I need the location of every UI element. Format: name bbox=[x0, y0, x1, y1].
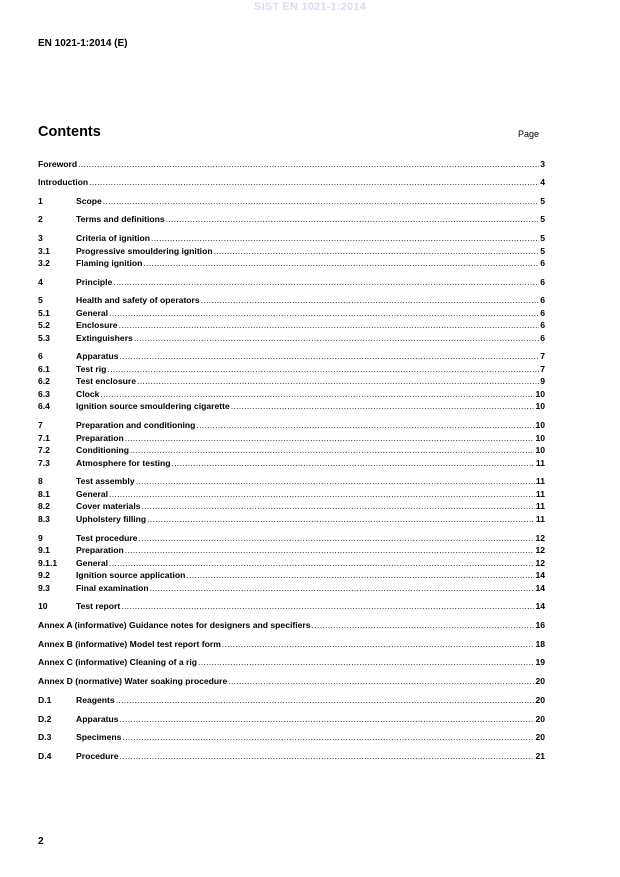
toc-dot-leader bbox=[113, 277, 539, 288]
toc-entry-number: 5.1 bbox=[38, 308, 50, 318]
toc-entry[interactable] bbox=[38, 401, 545, 412]
toc-entry[interactable] bbox=[38, 676, 545, 687]
toc-entry[interactable] bbox=[38, 445, 545, 456]
toc-entry-title: Health and safety of operators bbox=[76, 295, 200, 305]
toc-entry-number: 2 bbox=[38, 214, 43, 224]
toc-entry-page: 20 bbox=[535, 714, 545, 724]
toc-dot-leader bbox=[125, 433, 535, 444]
toc-entry-title: Apparatus bbox=[76, 714, 119, 724]
toc-entry-title: Criteria of ignition bbox=[76, 233, 150, 243]
toc-entry-number: 4 bbox=[38, 277, 43, 287]
toc-entry-page: 3 bbox=[540, 159, 545, 169]
toc-entry-page: 9 bbox=[540, 376, 545, 386]
toc-dot-leader bbox=[100, 389, 534, 400]
toc-entry-title: Ignition source smouldering cigarette bbox=[76, 401, 230, 411]
toc-entry-title: Annex C (informative) Cleaning of a rig bbox=[38, 657, 198, 667]
toc-entry[interactable] bbox=[38, 258, 545, 269]
toc-entry-number: 3 bbox=[38, 233, 43, 243]
toc-entry-title: Scope bbox=[76, 196, 102, 206]
toc-dot-leader bbox=[119, 320, 539, 331]
toc-entry[interactable] bbox=[38, 601, 545, 612]
toc-dot-leader bbox=[122, 732, 534, 743]
toc-entry-page: 12 bbox=[535, 558, 545, 568]
toc-entry-page: 6 bbox=[540, 258, 545, 268]
toc-entry-title: Preparation bbox=[76, 433, 124, 443]
toc-entry[interactable] bbox=[38, 214, 545, 225]
toc-dot-leader bbox=[78, 159, 539, 170]
toc-entry-page: 14 bbox=[535, 601, 545, 611]
toc-entry[interactable] bbox=[38, 159, 545, 170]
toc-entry[interactable] bbox=[38, 420, 545, 431]
toc-entry-page: 7 bbox=[540, 351, 545, 361]
toc-entry-page: 20 bbox=[535, 732, 545, 742]
toc-entry-title: Ignition source application bbox=[76, 570, 186, 580]
watermark: SIST EN 1021-1:2014 bbox=[253, 1, 367, 13]
toc-entry[interactable] bbox=[38, 196, 545, 207]
toc-dot-leader bbox=[109, 558, 534, 569]
toc-entry-title: Annex A (informative) Guidance notes for designers and specifiers bbox=[38, 620, 311, 630]
toc-entry-page: 5 bbox=[540, 233, 545, 243]
toc-entry[interactable] bbox=[38, 501, 545, 512]
toc-entry-title: Annex B (informative) Model test report form bbox=[38, 639, 221, 649]
toc-entry-title: Final examination bbox=[76, 583, 149, 593]
toc-entry[interactable] bbox=[38, 657, 545, 668]
toc-entry[interactable] bbox=[38, 695, 545, 706]
toc-entry-page: 14 bbox=[535, 583, 545, 593]
toc-entry-number: 1 bbox=[38, 196, 43, 206]
toc-entry-number: 9.1 bbox=[38, 545, 50, 555]
toc-entry-number: 6.3 bbox=[38, 389, 50, 399]
toc-entry-page: 6 bbox=[540, 333, 545, 343]
toc-entry-page: 10 bbox=[535, 401, 545, 411]
toc-entry[interactable] bbox=[38, 364, 545, 375]
toc-entry-title: Foreword bbox=[38, 159, 78, 169]
toc-dot-leader bbox=[89, 177, 539, 188]
toc-entry-number: 3.1 bbox=[38, 246, 50, 256]
toc-entry[interactable] bbox=[38, 714, 545, 725]
toc-entry-page: 10 bbox=[535, 389, 545, 399]
toc-entry[interactable] bbox=[38, 277, 545, 288]
toc-entry-title: Test procedure bbox=[76, 533, 138, 543]
toc-dot-leader bbox=[231, 401, 535, 412]
toc-entry[interactable] bbox=[38, 295, 545, 306]
toc-entry-title: Extinguishers bbox=[76, 333, 133, 343]
toc-entry[interactable] bbox=[38, 458, 545, 469]
toc-entry[interactable] bbox=[38, 320, 545, 331]
toc-entry-page: 5 bbox=[540, 246, 545, 256]
toc-dot-leader bbox=[120, 351, 540, 362]
toc-entry[interactable] bbox=[38, 639, 545, 650]
toc-entry-number: 9.2 bbox=[38, 570, 50, 580]
toc-entry-number: 6.1 bbox=[38, 364, 50, 374]
toc-dot-leader bbox=[150, 583, 535, 594]
toc-entry-page: 6 bbox=[540, 295, 545, 305]
toc-dot-leader bbox=[228, 676, 534, 687]
toc-entry-page: 11 bbox=[535, 501, 545, 511]
toc-entry[interactable] bbox=[38, 583, 545, 594]
toc-entry-page: 16 bbox=[535, 620, 545, 630]
toc-entry-number: 3.2 bbox=[38, 258, 50, 268]
toc-entry-number: 6.4 bbox=[38, 401, 50, 411]
toc-entry-title: Preparation and conditioning bbox=[76, 420, 196, 430]
toc-entry-page: 20 bbox=[535, 676, 545, 686]
toc-entry-title: Terms and definitions bbox=[76, 214, 165, 224]
toc-entry-number: 6.2 bbox=[38, 376, 50, 386]
toc-entry[interactable] bbox=[38, 620, 545, 631]
toc-dot-leader bbox=[201, 295, 539, 306]
toc-entry[interactable] bbox=[38, 433, 545, 444]
toc-entry[interactable] bbox=[38, 333, 545, 344]
toc-entry-number: 8.1 bbox=[38, 489, 50, 499]
toc-dot-leader bbox=[134, 333, 539, 344]
toc-entry[interactable] bbox=[38, 476, 545, 487]
toc-dot-leader bbox=[125, 545, 535, 556]
toc-dot-leader bbox=[121, 601, 534, 612]
toc-dot-leader bbox=[136, 476, 535, 487]
toc-entry[interactable] bbox=[38, 177, 545, 188]
toc-entry-title: Principle bbox=[76, 277, 113, 287]
toc-entry-page: 12 bbox=[535, 545, 545, 555]
toc-entry-title: Test enclosure bbox=[76, 376, 137, 386]
toc-entry-page: 5 bbox=[540, 214, 545, 224]
toc-entry-page: 14 bbox=[535, 570, 545, 580]
toc-dot-leader bbox=[222, 639, 535, 650]
toc-dot-leader bbox=[186, 570, 534, 581]
toc-entry-number: 5.2 bbox=[38, 320, 50, 330]
toc-entry-number: D.1 bbox=[38, 695, 52, 705]
toc-entry-title: Atmosphere for testing bbox=[76, 458, 171, 468]
toc-entry-title: Upholstery filling bbox=[76, 514, 147, 524]
toc-entry-number: 9.3 bbox=[38, 583, 50, 593]
toc-entry-page: 18 bbox=[535, 639, 545, 649]
toc-entry-title: Annex D (normative) Water soaking procedure bbox=[38, 676, 228, 686]
toc-entry[interactable] bbox=[38, 570, 545, 581]
toc-entry-number: 8.2 bbox=[38, 501, 50, 511]
toc-entry[interactable] bbox=[38, 389, 545, 400]
toc-entry-page: 10 bbox=[535, 420, 545, 430]
toc-entry-page: 5 bbox=[540, 196, 545, 206]
document-id: EN 1021-1:2014 (E) bbox=[38, 38, 128, 49]
toc-entry[interactable] bbox=[38, 308, 545, 319]
toc-entry[interactable] bbox=[38, 376, 545, 387]
toc-dot-leader bbox=[107, 364, 539, 375]
toc-entry-number: 7.2 bbox=[38, 445, 50, 455]
toc-entry-title: General bbox=[76, 558, 109, 568]
toc-entry-title: Test assembly bbox=[76, 476, 135, 486]
toc-dot-leader bbox=[198, 657, 534, 668]
toc-entry-title: Enclosure bbox=[76, 320, 118, 330]
toc-entry-page: 11 bbox=[535, 514, 545, 524]
toc-dot-leader bbox=[143, 258, 539, 269]
toc-entry-number: 7.3 bbox=[38, 458, 50, 468]
toc-entry-number: 7.1 bbox=[38, 433, 50, 443]
toc-entry-number: D.4 bbox=[38, 751, 52, 761]
toc-entry-page: 10 bbox=[535, 433, 545, 443]
toc-entry-title: Clock bbox=[76, 389, 100, 399]
toc-entry-title: Progressive smouldering ignition bbox=[76, 246, 213, 256]
toc-entry-title: Flaming ignition bbox=[76, 258, 143, 268]
toc-dot-leader bbox=[312, 620, 535, 631]
toc-entry-page: 10 bbox=[535, 445, 545, 455]
toc-entry-page: 12 bbox=[535, 533, 545, 543]
toc-dot-leader bbox=[214, 246, 539, 257]
toc-entry-title: Conditioning bbox=[76, 445, 129, 455]
toc-entry-page: 21 bbox=[535, 751, 545, 761]
toc-dot-leader bbox=[137, 376, 539, 387]
toc-entry-title: Cover materials bbox=[76, 501, 141, 511]
toc-dot-leader bbox=[151, 233, 539, 244]
toc-entry-page: 6 bbox=[540, 277, 545, 287]
toc-dot-leader bbox=[196, 420, 534, 431]
toc-dot-leader bbox=[130, 445, 534, 456]
toc-dot-leader bbox=[116, 695, 535, 706]
toc-entry-title: Introduction bbox=[38, 177, 89, 187]
toc-entry-number: D.2 bbox=[38, 714, 52, 724]
toc-dot-leader bbox=[142, 501, 535, 512]
toc-entry-page: 19 bbox=[535, 657, 545, 667]
toc-entry-number: D.3 bbox=[38, 732, 52, 742]
toc-entry-number: 9.1.1 bbox=[38, 558, 58, 568]
toc-entry[interactable] bbox=[38, 533, 545, 544]
toc-dot-leader bbox=[109, 489, 535, 500]
toc-entry-page: 11 bbox=[535, 489, 545, 499]
toc-entry-page: 11 bbox=[535, 458, 545, 468]
toc-entry[interactable] bbox=[38, 751, 545, 762]
toc-entry-page: 7 bbox=[540, 364, 545, 374]
toc-entry-title: Procedure bbox=[76, 751, 119, 761]
toc-entry-number: 7 bbox=[38, 420, 43, 430]
toc-entry-title: Reagents bbox=[76, 695, 115, 705]
toc-entry-number: 8 bbox=[38, 476, 43, 486]
toc-entry-number: 5 bbox=[38, 295, 43, 305]
page-number: 2 bbox=[38, 836, 44, 847]
toc-entry[interactable] bbox=[38, 489, 545, 500]
toc-entry-title: General bbox=[76, 308, 109, 318]
toc-entry[interactable] bbox=[38, 732, 545, 743]
contents-heading: Contents bbox=[38, 124, 101, 140]
page-column-label: Page bbox=[518, 129, 540, 139]
toc-entry-page: 20 bbox=[535, 695, 545, 705]
toc-entry[interactable] bbox=[38, 514, 545, 525]
toc-dot-leader bbox=[109, 308, 539, 319]
toc-dot-leader bbox=[103, 196, 539, 207]
toc-dot-leader bbox=[172, 458, 535, 469]
toc-dot-leader bbox=[166, 214, 539, 225]
toc-entry-title: Apparatus bbox=[76, 351, 119, 361]
toc-entry-page: 4 bbox=[540, 177, 545, 187]
toc-entry-number: 9 bbox=[38, 533, 43, 543]
toc-entry[interactable] bbox=[38, 558, 545, 569]
toc-entry-title: Preparation bbox=[76, 545, 124, 555]
toc-entry[interactable] bbox=[38, 246, 545, 257]
toc-entry-page: 6 bbox=[540, 320, 545, 330]
toc-entry-page: 11 bbox=[535, 476, 545, 486]
toc-entry-number: 5.3 bbox=[38, 333, 50, 343]
toc-dot-leader bbox=[120, 714, 535, 725]
toc-entry-number: 6 bbox=[38, 351, 43, 361]
toc-entry-number: 8.3 bbox=[38, 514, 50, 524]
toc-entry[interactable] bbox=[38, 545, 545, 556]
toc-dot-leader bbox=[138, 533, 534, 544]
toc-dot-leader bbox=[147, 514, 535, 525]
toc-entry-page: 6 bbox=[540, 308, 545, 318]
toc-dot-leader bbox=[120, 751, 535, 762]
toc-entry[interactable] bbox=[38, 351, 545, 362]
toc-entry-title: Test rig bbox=[76, 364, 107, 374]
toc-entry-number: 10 bbox=[38, 601, 48, 611]
toc-entry-title: Test report bbox=[76, 601, 121, 611]
toc-entry-title: General bbox=[76, 489, 109, 499]
toc-entry-title: Specimens bbox=[76, 732, 122, 742]
toc-entry[interactable] bbox=[38, 233, 545, 244]
